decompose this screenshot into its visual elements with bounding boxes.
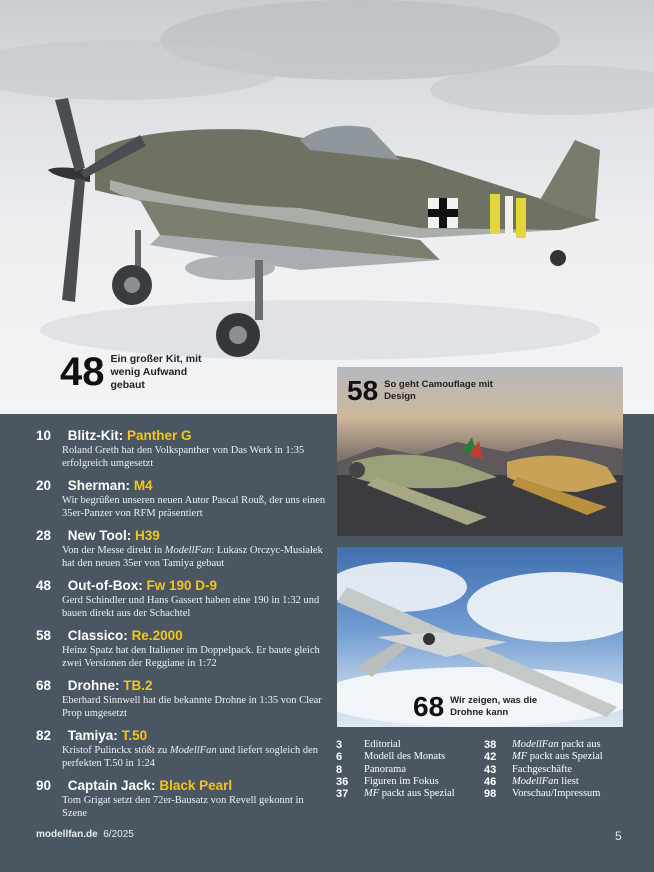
index-title: Panorama [364, 763, 406, 775]
toc-description [36, 744, 326, 770]
index-row [336, 751, 455, 763]
footer-site: modellfan.de [36, 829, 98, 840]
toc-topic: H39 [135, 528, 160, 543]
photo1-caption: So geht Camouflage mit Design [384, 379, 493, 402]
toc-item [36, 728, 326, 770]
index-title: Modell des Monats [364, 751, 446, 763]
index-title: packt aus Spezial [379, 788, 455, 800]
photo1-label [347, 377, 494, 405]
toc-description-emphasis: ModellFan [164, 545, 212, 556]
toc-item [36, 628, 326, 670]
toc-label: Tamiya: [67, 728, 118, 743]
toc-topic: Black Pearl [159, 778, 233, 793]
hero-label [60, 352, 221, 392]
toc-description: Gerd Schindler und Hans Gassert haben eine 190 in 1:32 und bauen direkt aus der Schachtel [62, 595, 320, 619]
toc-item [36, 428, 326, 470]
index-row [336, 788, 455, 800]
index-title: Editorial [364, 739, 401, 750]
photo2-caption: Wir zeigen, was die Drohne kann [450, 695, 538, 718]
toc-label: Sherman: [67, 478, 131, 493]
toc-page-number: 68 [36, 678, 52, 693]
index-page-number: 8 [336, 763, 343, 776]
toc-description-emphasis: ModellFan [169, 745, 217, 756]
hero-page-number: 48 [60, 350, 105, 394]
index-page-number: 46 [484, 775, 497, 788]
footer-publication [36, 829, 134, 840]
index-page-number: 36 [336, 775, 349, 788]
index-title: Vorschau/Impressum [512, 788, 601, 800]
index-page-number: 3 [336, 739, 343, 751]
index-page-number: 98 [484, 788, 497, 801]
hero-photo [0, 0, 654, 414]
index-page-number: 43 [484, 763, 497, 776]
index-row [484, 776, 603, 788]
index-title-emphasis: ModellFan [512, 739, 559, 750]
hero-caption: Ein großer Kit, mit wenig Aufwand gebaut [110, 352, 202, 391]
index-row [484, 739, 603, 751]
toc-topic: T.50 [121, 728, 148, 743]
toc-page-number: 28 [36, 528, 52, 543]
toc-item [36, 478, 326, 520]
index-title-emphasis: MF [512, 751, 528, 763]
photo-re2000 [337, 367, 623, 536]
table-of-contents [36, 428, 326, 828]
toc-topic: Re.2000 [131, 628, 183, 643]
index-title: Figuren im Fokus [364, 775, 439, 787]
index-page-number: 6 [336, 751, 343, 764]
index-column-right [484, 739, 603, 800]
index-title: Fachgeschäfte [512, 763, 573, 775]
index-title: liest [558, 775, 579, 787]
photo2-page-number: 68 [413, 691, 445, 722]
toc-label: New Tool: [67, 528, 132, 543]
index-page-number: 37 [336, 788, 349, 801]
toc-description: Wir begrüßen unseren neuen Autor Pascal Rouß, der uns einen 35er-Panzer von RFM präsentiert [62, 495, 326, 519]
toc-label: Classico: [67, 628, 128, 643]
toc-description: Heinz Spatz hat den Italiener im Doppelpack. Er baute gleich zwei Versionen der Reggiane in 1:72 [62, 645, 320, 669]
footer-issue: 6/2025 [103, 829, 134, 840]
photo1-page-number: 58 [347, 375, 379, 406]
toc-page-number: 58 [36, 628, 52, 643]
photo2-label [413, 693, 560, 721]
index-row [336, 739, 455, 751]
toc-item [36, 528, 326, 570]
toc-page-number: 48 [36, 578, 52, 593]
toc-page-number: 82 [36, 728, 52, 743]
index-title-emphasis: MF [364, 788, 380, 800]
toc-topic: TB.2 [123, 678, 153, 693]
toc-label: Out-of-Box: [67, 578, 143, 593]
toc-label: Blitz-Kit: [67, 428, 124, 443]
photo-tb2-drone [337, 547, 623, 727]
index-row [484, 751, 603, 763]
index-page-number: 42 [484, 751, 497, 764]
toc-description-text: Von der Messe direkt in [62, 545, 165, 556]
toc-topic: Panther G [127, 428, 192, 443]
toc-description: Eberhard Sinnwell hat die bekannte Drohne in 1:35 von Clear Prop umgesetzt [62, 695, 322, 719]
toc-page-number: 10 [36, 428, 52, 443]
toc-page-number: 90 [36, 778, 52, 793]
toc-description-text: und liefert sogleich den perfekten T.50 in 1:24 [62, 745, 319, 769]
index-title: packt aus [558, 739, 601, 750]
index-row [336, 764, 455, 776]
index-row [484, 788, 603, 800]
toc-description: Tom Grigat setzt den 72er-Bausatz von Revell gekonnt in Szene [62, 795, 304, 819]
toc-item [36, 678, 326, 720]
index-title-emphasis: ModellFan [512, 775, 559, 787]
index-title: packt aus Spezial [527, 751, 603, 763]
toc-label: Drohne: [67, 678, 120, 693]
footer-page-number: 5 [615, 829, 622, 843]
index-column-left [336, 739, 455, 800]
toc-description [36, 544, 326, 570]
index-page-number: 38 [484, 739, 497, 751]
toc-description: Roland Greth hat den Volkspanther von Das Werk in 1:35 erfolgreich umgesetzt [62, 445, 305, 469]
toc-page-number: 20 [36, 478, 52, 493]
toc-topic: Fw 190 D-9 [146, 578, 218, 593]
index-row [336, 776, 455, 788]
toc-label: Captain Jack: [67, 778, 156, 793]
toc-topic: M4 [133, 478, 153, 493]
toc-description-text: : Łukasz Orczyc-Musiałek hat den neuen 35er von Tamiya gebaut [62, 545, 323, 569]
toc-item [36, 778, 326, 820]
index-row [484, 764, 603, 776]
toc-description-text: Kristof Pulinckx stößt zu [62, 745, 170, 756]
toc-item [36, 578, 326, 620]
